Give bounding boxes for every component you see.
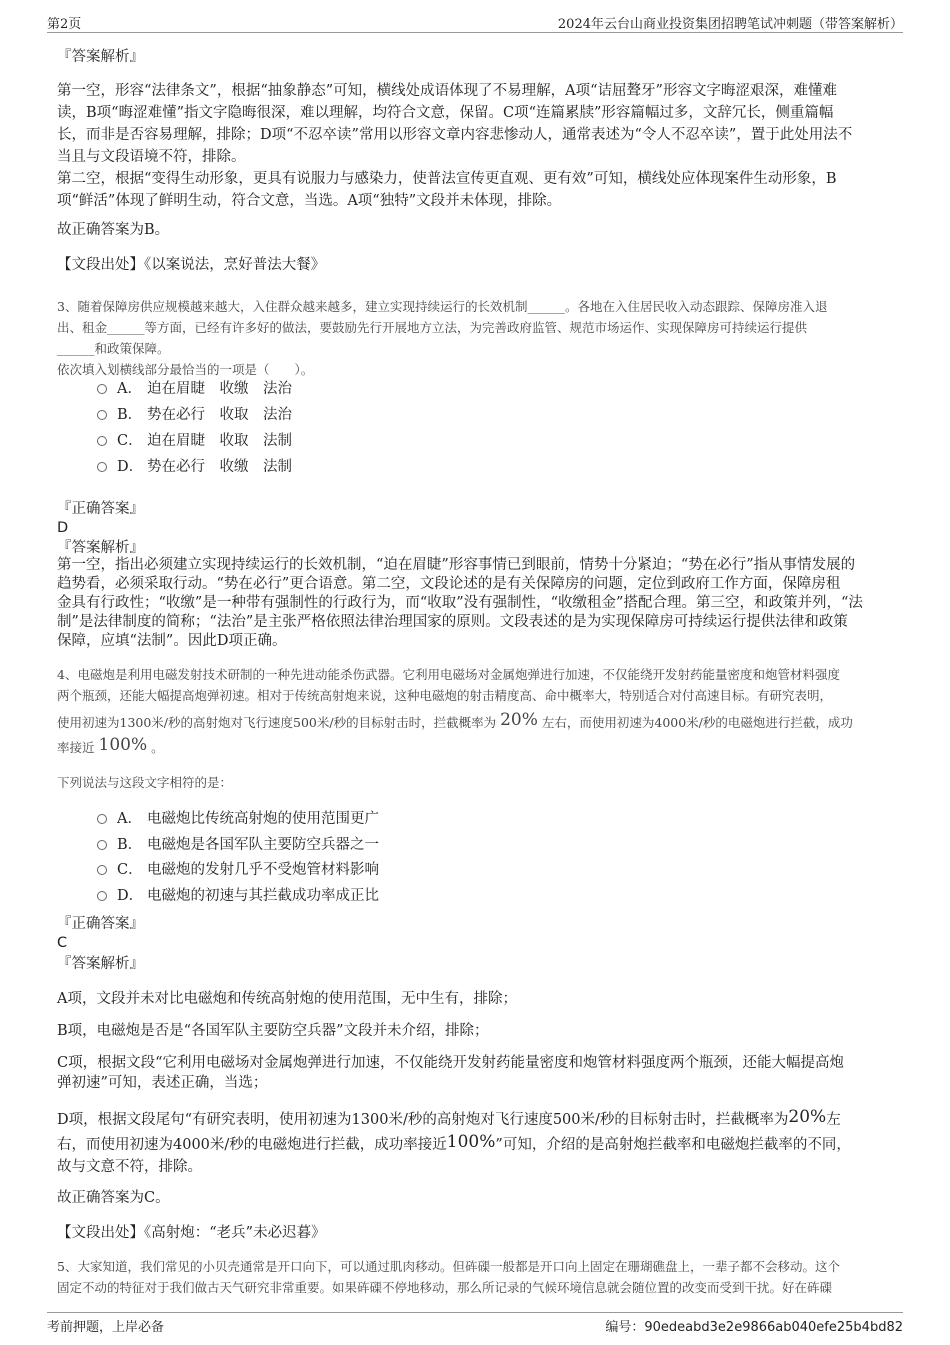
text-span: 左 (826, 1112, 841, 1128)
option-letter: A． (117, 811, 142, 827)
q4-conclusion: 故正确答案为C。 (57, 1190, 170, 1206)
text-line: 固定不动的特征对于我们做古天气研究非常重要。如果砗磲不停地移动，那么所记录的气候环境信息就会随位置的改变而受到干扰。好在砗磲 (57, 1280, 833, 1295)
q4-correct-label: 『正确答案』 (57, 916, 144, 932)
text-line: 第二空，根据“变得生动形象，更具有说服力与感染力，使普法宣传更直观、更有效”可知，横线处应体现案件生动形象，B (57, 171, 837, 187)
text-line: ______和政策保障。 (57, 341, 170, 356)
text-line: 故与文意不符，排除。 (57, 1159, 202, 1175)
q4-source: 【文段出处】《高射炮：“老兵”未必迟暮》 (57, 1225, 326, 1241)
q2-analysis-paragraph-2 (57, 168, 888, 212)
footer-slogan: 考前押题，上岸必备 (47, 1320, 165, 1335)
text-line: 项“鲜活”体现了鲜明生动，符合文意，当选。A项“独特”文段并未体现，排除。 (57, 193, 562, 209)
q4-stem (57, 664, 888, 758)
q2-source: 【文段出处】《以案说法，烹好普法大餐》 (57, 257, 326, 273)
text-line: 长，而非是否容易理解，排除；D项“不忍卒读”常用以形容文章内容悲惨动人，通常表述为“令人不忍卒读”，置于此处用法不 (57, 127, 853, 143)
radio-icon[interactable] (97, 384, 107, 394)
option-text: 电磁炮的发射几乎不受炮管材料影响 (147, 862, 379, 878)
page-number: 第2页 (47, 17, 82, 32)
option-letter: B． (117, 407, 143, 423)
q4-option-c[interactable] (97, 859, 379, 881)
text-line (57, 1106, 888, 1131)
text-line: 两个瓶颈，还能大幅提高炮弹初速。相对于传统高射炮来说，这种电磁炮的射击精度高、命中概率大，特别适合对付高速目标。有研究表明， (57, 688, 833, 703)
q2-analysis-label: 『答案解析』 (57, 49, 144, 65)
interception-rate-20: 20% (500, 710, 538, 730)
text-line: 3、随着保障房供应规模越来越大，入住群众越来越多，建立实现持续运行的长效机制______。各地在入住居民收入动态跟踪、保障房准入退 (57, 299, 828, 314)
text-span: 使用初速为1300米/秒的高射炮对飞行速度500米/秒的目标射击时，拦截概率为 (57, 715, 497, 730)
option-text: 电磁炮比传统高射炮的使用范围更广 (147, 811, 379, 827)
q3-option-b[interactable] (97, 404, 292, 426)
q3-correct-label: 『正确答案』 (57, 501, 144, 517)
option-letter: D． (117, 888, 144, 904)
page-header (47, 10, 903, 33)
option-letter: A． (117, 381, 142, 397)
q3-analysis-label: 『答案解析』 (57, 540, 144, 556)
text-line (57, 735, 888, 758)
q4-analysis-b: B项，电磁炮是否是“各国军队主要防空兵器”文段并未介绍，排除； (57, 1023, 489, 1039)
q4-option-b[interactable] (97, 834, 379, 856)
option-letter: D． (117, 459, 144, 475)
radio-icon[interactable] (97, 410, 107, 420)
text-line: 制”是法律制度的简称；“法治”是主张严格依照法律治理国家的原则。文段表述的是为实现保障房可持续运行提供法律和政策 (57, 614, 848, 630)
text-line: 5、大家知道，我们常见的小贝壳通常是开口向下，可以通过肌肉移动。但砗磲一般都是开口向上固定在珊瑚礁盘上，一辈子都不会移动。这个 (57, 1259, 840, 1274)
option-text: 电磁炮是各国军队主要防空兵器之一 (147, 837, 379, 853)
text-line: 读，B项“晦涩难懂”指文字隐晦很深，难以理解，均符合文意，保留。C项“连篇累牍”形容篇幅过多，文辞冗长，侧重篇幅 (57, 105, 834, 121)
option-letter: B． (117, 837, 143, 853)
option-letter: C． (117, 862, 143, 878)
interception-rate-100: 100% (98, 735, 148, 755)
q4-option-d[interactable] (97, 885, 379, 907)
text-line: 出、租金______等方面，已经有许多好的做法，要鼓励先行开展地方立法，为完善政府监管、规范市场运作、实现保障房可持续运行提供 (57, 320, 808, 335)
text-span: 左右，而使用初速为4000米/秒的电磁炮进行拦截，成功 (541, 715, 853, 730)
page-footer (47, 1312, 903, 1335)
q3-option-c[interactable] (97, 430, 292, 452)
option-letter: C． (117, 433, 143, 449)
option-text: 电磁炮的初速与其拦截成功率成正比 (147, 888, 379, 904)
text-line: 弹初速”可知，表述正确，当选； (57, 1075, 268, 1091)
text-line: 趋势看，必须采取行动。“势在必行”更合语意。第二空，文段论述的是有关保障房的问题，定位到政府工作方面，保障房租 (57, 576, 841, 592)
interception-rate-100: 100% (446, 1132, 496, 1152)
text-span: D项，根据文段尾句“有研究表明，使用初速为1300米/秒的高射炮对飞行速度500米/秒的目标射击时，拦截概率为 (57, 1112, 789, 1128)
question-prompt: 依次填入划横线部分最恰当的一项是（ ）。 (57, 362, 314, 377)
q4-analysis-c (57, 1053, 888, 1093)
q5-stem (57, 1256, 888, 1298)
q3-analysis (57, 556, 888, 651)
radio-icon[interactable] (97, 436, 107, 446)
code-value: 90edeabd3e2e9866ab040efe25b4bd82 (644, 1320, 903, 1335)
text-line: 第一空，指出必须建立实现持续运行的长效机制，“迫在眉睫”形容事情已到眼前，情势十分紧迫；“势在必行”指从事情发展的 (57, 557, 856, 573)
option-text: 迫在眉睫 收缴 法治 (147, 381, 292, 397)
q4-analysis-a: A项，文段并未对比电磁炮和传统高射炮的使用范围，无中生有，排除； (57, 991, 517, 1007)
q4-prompt: 下列说法与这段文字相符的是： (57, 775, 233, 790)
text-line: C项，根据文段“它利用电磁场对金属炮弹进行加速，不仅能绕开发射药能量密度和炮管材料强度两个瓶颈，还能大幅提高炮 (57, 1055, 845, 1071)
q3-stem (57, 296, 888, 380)
text-span: ”可知，介绍的是高射炮拦截率和电磁炮拦截率的不同， (495, 1137, 851, 1153)
radio-icon[interactable] (97, 891, 107, 901)
text-line (57, 710, 888, 733)
radio-icon[interactable] (97, 865, 107, 875)
option-text: 势在必行 收缴 法制 (147, 459, 292, 475)
code-label: 编号： (605, 1320, 645, 1335)
q4-analysis-label: 『答案解析』 (57, 956, 144, 972)
interception-rate-20: 20% (788, 1107, 827, 1127)
document-title: 2024年云台山商业投资集团招聘笔试冲刺题（带答案解析） (557, 17, 903, 32)
document-code (605, 1316, 903, 1335)
q4-option-a[interactable] (97, 808, 379, 830)
q4-analysis-d (57, 1106, 888, 1178)
q3-option-d[interactable] (97, 456, 292, 478)
text-span: 。 (151, 740, 164, 755)
option-text: 迫在眉睫 收取 法制 (147, 433, 292, 449)
text-span: 右，而使用初速为4000米/秒的电磁炮进行拦截，成功率接近 (57, 1137, 447, 1153)
text-line: 当且与文段语境不符，排除。 (57, 149, 246, 165)
radio-icon[interactable] (97, 840, 107, 850)
q3-correct-answer: D (57, 520, 69, 536)
text-line: 4、电磁炮是利用电磁发射技术研制的一种先进动能杀伤武器。它利用电磁场对金属炮弹进行加速，不仅能绕开发射药能量密度和炮管材料强度 (57, 667, 840, 682)
q3-option-a[interactable] (97, 378, 292, 400)
radio-icon[interactable] (97, 814, 107, 824)
q4-correct-answer: C (57, 935, 68, 951)
radio-icon[interactable] (97, 462, 107, 472)
text-line: 金具有行政性；“收缴”是一种带有强制性的行政行为，而“收取”没有强制性，“收缴租金”搭配合理。第三空，和政策并列，“法 (57, 595, 863, 611)
option-text: 势在必行 收取 法治 (147, 407, 292, 423)
text-line: 保障，应填“法制”。因此D项正确。 (57, 633, 287, 649)
text-line (57, 1131, 888, 1156)
text-span: 率接近 (57, 740, 95, 755)
q2-conclusion: 故正确答案为B。 (57, 222, 170, 238)
q2-analysis-paragraph-1 (57, 80, 888, 168)
text-line: 第一空，形容“法律条文”，根据“抽象静态”可知，横线处成语体现了不易理解，A项“诘屈聱牙”形容文字晦涩艰深，难懂难 (57, 83, 837, 99)
